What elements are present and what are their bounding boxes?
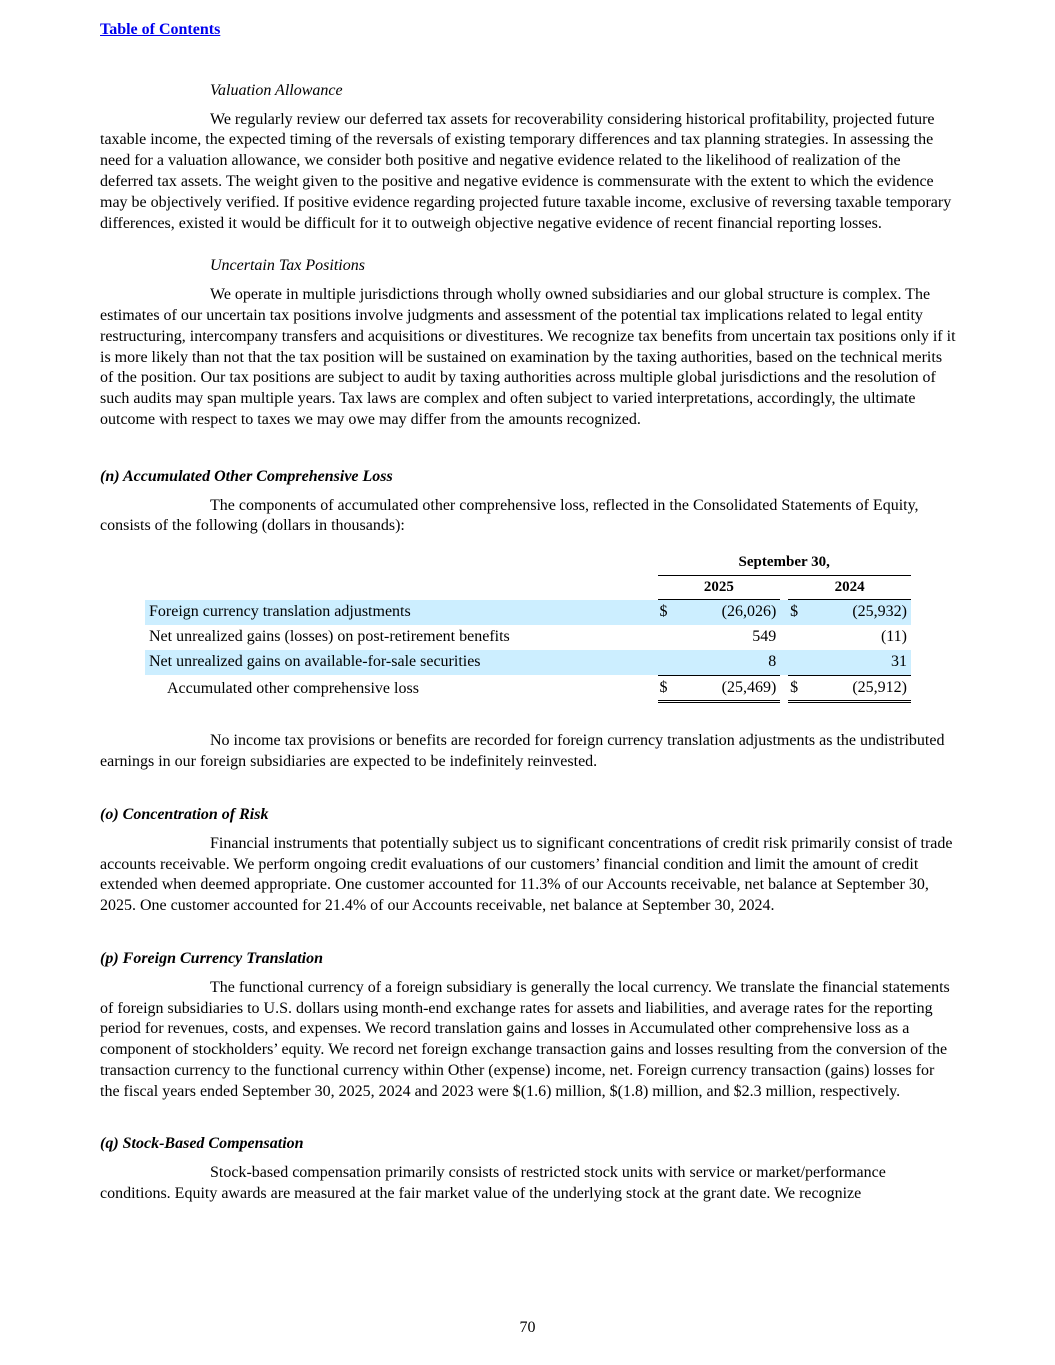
foreign-currency-translation-heading: (p) Foreign Currency Translation	[100, 949, 323, 967]
accumulated-oci-intro-paragraph: The components of accumulated other comprehensive loss, reflected in the Consolidated Statements of Equity, consists of the following (dollars in thousands):	[100, 496, 919, 535]
page-number: 70	[519, 1319, 536, 1336]
uncertain-tax-positions-paragraph: We operate in multiple jurisdictions through wholly owned subsidiaries and our global structure is complex. The estimates of our uncertain tax positions involve judgments and assessment of the potential tax implications related to legal entity restructuring, intercompany transfers and acquisitions or divestitures. We recognize tax benefits from uncertain tax positions only if it is more likely than not that the tax position will be sustained on examination by the taxing authorities, based on the technical merits of the position. Our tax positions are subject to audit by taxing authorities across multiple global jurisdictions and the resolution of such audits may span multiple years. Tax laws are complex and often subject to varied interpretations, accordingly, the ultimate outcome with respect to taxes we may owe may differ from the amounts recognized.	[100, 286, 956, 428]
empty-cell	[145, 551, 658, 575]
value-2025: (25,469)	[681, 675, 780, 702]
row-label: Net unrealized gains on available-for-sale securities	[145, 650, 658, 675]
table-total-row	[145, 675, 911, 702]
column-spacer	[780, 575, 788, 600]
page-content	[100, 20, 956, 1205]
accumulated-oci-heading: (n) Accumulated Other Comprehensive Loss	[100, 467, 393, 485]
table-period-header-row	[145, 551, 911, 575]
concentration-of-risk-paragraph: Financial instruments that potentially subject us to significant concentrations of credit risk primarily consist of trade accounts receivable. We perform ongoing credit evaluations of our customers’ financial condition and limit the amount of credit extended when deemed appropriate. One customer accounted for 11.3% of our Accounts receivable, net balance at September 30, 2025. One customer accounted for 21.4% of our Accounts receivable, net balance at September 30, 2024.	[100, 834, 953, 915]
empty-cell	[145, 575, 658, 600]
value-2024: (25,912)	[812, 675, 911, 702]
stock-based-compensation-heading: (q) Stock-Based Compensation	[100, 1135, 304, 1153]
accumulated-oci-after-table-paragraph: No income tax provisions or benefits are recorded for foreign currency translation adjustments as the undistributed earnings in our foreign subsidiaries are expected to be indefinitely reinvested.	[100, 732, 945, 771]
column-spacer	[780, 650, 788, 675]
value-2025: 8	[681, 650, 780, 675]
row-label: Accumulated other comprehensive loss	[167, 680, 419, 698]
oci-table	[145, 551, 911, 703]
value-2025: (26,026)	[681, 600, 780, 625]
period-header: September 30,	[658, 551, 912, 575]
stock-based-compensation-paragraph: Stock-based compensation primarily consists of restricted stock units with service or market/performance conditions. Equity awards are measured at the fair market value of the underlying stock at the grant date. We recognize	[100, 1164, 886, 1203]
row-label: Net unrealized gains (losses) on post-retirement benefits	[149, 627, 510, 645]
column-spacer	[780, 625, 788, 650]
dollar-sign: $	[788, 600, 812, 625]
column-spacer	[780, 600, 788, 625]
dollar-sign	[788, 650, 812, 675]
value-2024: (11)	[880, 627, 907, 645]
value-2024: 31	[812, 650, 911, 675]
dollar-sign	[658, 625, 682, 650]
value-2024: (25,932)	[812, 600, 911, 625]
year-2025-header: 2025	[658, 575, 781, 600]
table-row	[145, 650, 911, 675]
table-row	[145, 600, 911, 625]
table-year-header-row	[145, 575, 911, 600]
uncertain-tax-positions-heading: Uncertain Tax Positions	[210, 257, 365, 275]
value-2025: 549	[752, 627, 777, 645]
foreign-currency-translation-paragraph: The functional currency of a foreign subsidiary is generally the local currency. We translate the financial statements of foreign subsidiaries to U.S. dollars using month-end exchange rates for assets and liabilities, and average rates for the reporting period for revenues, costs, and expenses. We record translation gains and losses in Accumulated other comprehensive loss as a component of stockholders’ equity. We record net foreign exchange transaction gains and losses resulting from the conversion of the transaction currency to the functional currency within Other (expense) income, net. Foreign currency transaction (gains) losses for the fiscal years ended September 30, 2025, 2024 and 2023 were $(1.6) million, $(1.8) million, and $2.3 million, respectively.	[100, 978, 950, 1100]
row-label: Foreign currency translation adjustments	[145, 600, 658, 625]
dollar-sign: $	[788, 675, 812, 702]
table-row	[145, 625, 911, 650]
dollar-sign: $	[658, 675, 682, 702]
oci-table-container	[145, 551, 911, 703]
dollar-sign	[788, 625, 812, 650]
dollar-sign	[658, 650, 682, 675]
year-2024-header: 2024	[788, 575, 911, 600]
valuation-allowance-heading: Valuation Allowance	[210, 81, 343, 99]
dollar-sign: $	[658, 600, 682, 625]
table-of-contents-link[interactable]: Table of Contents	[100, 21, 221, 38]
valuation-allowance-paragraph: We regularly review our deferred tax assets for recoverability considering historical profitability, projected future taxable income, the expected timing of the reversals of existing temporary differences and tax planning strategies. In assessing the need for a valuation allowance, we consider both positive and negative evidence related to the likelihood of realization of the deferred tax assets. The weight given to the positive and negative evidence is commensurate with the extent to which the evidence may be objectively verified. If positive evidence regarding projected future taxable income, exclusive of reversing taxable temporary differences, existed it would be difficult for it to outweigh objective negative evidence of recent financial reporting losses.	[100, 110, 952, 232]
concentration-of-risk-heading: (o) Concentration of Risk	[100, 805, 269, 823]
column-spacer	[780, 675, 788, 702]
